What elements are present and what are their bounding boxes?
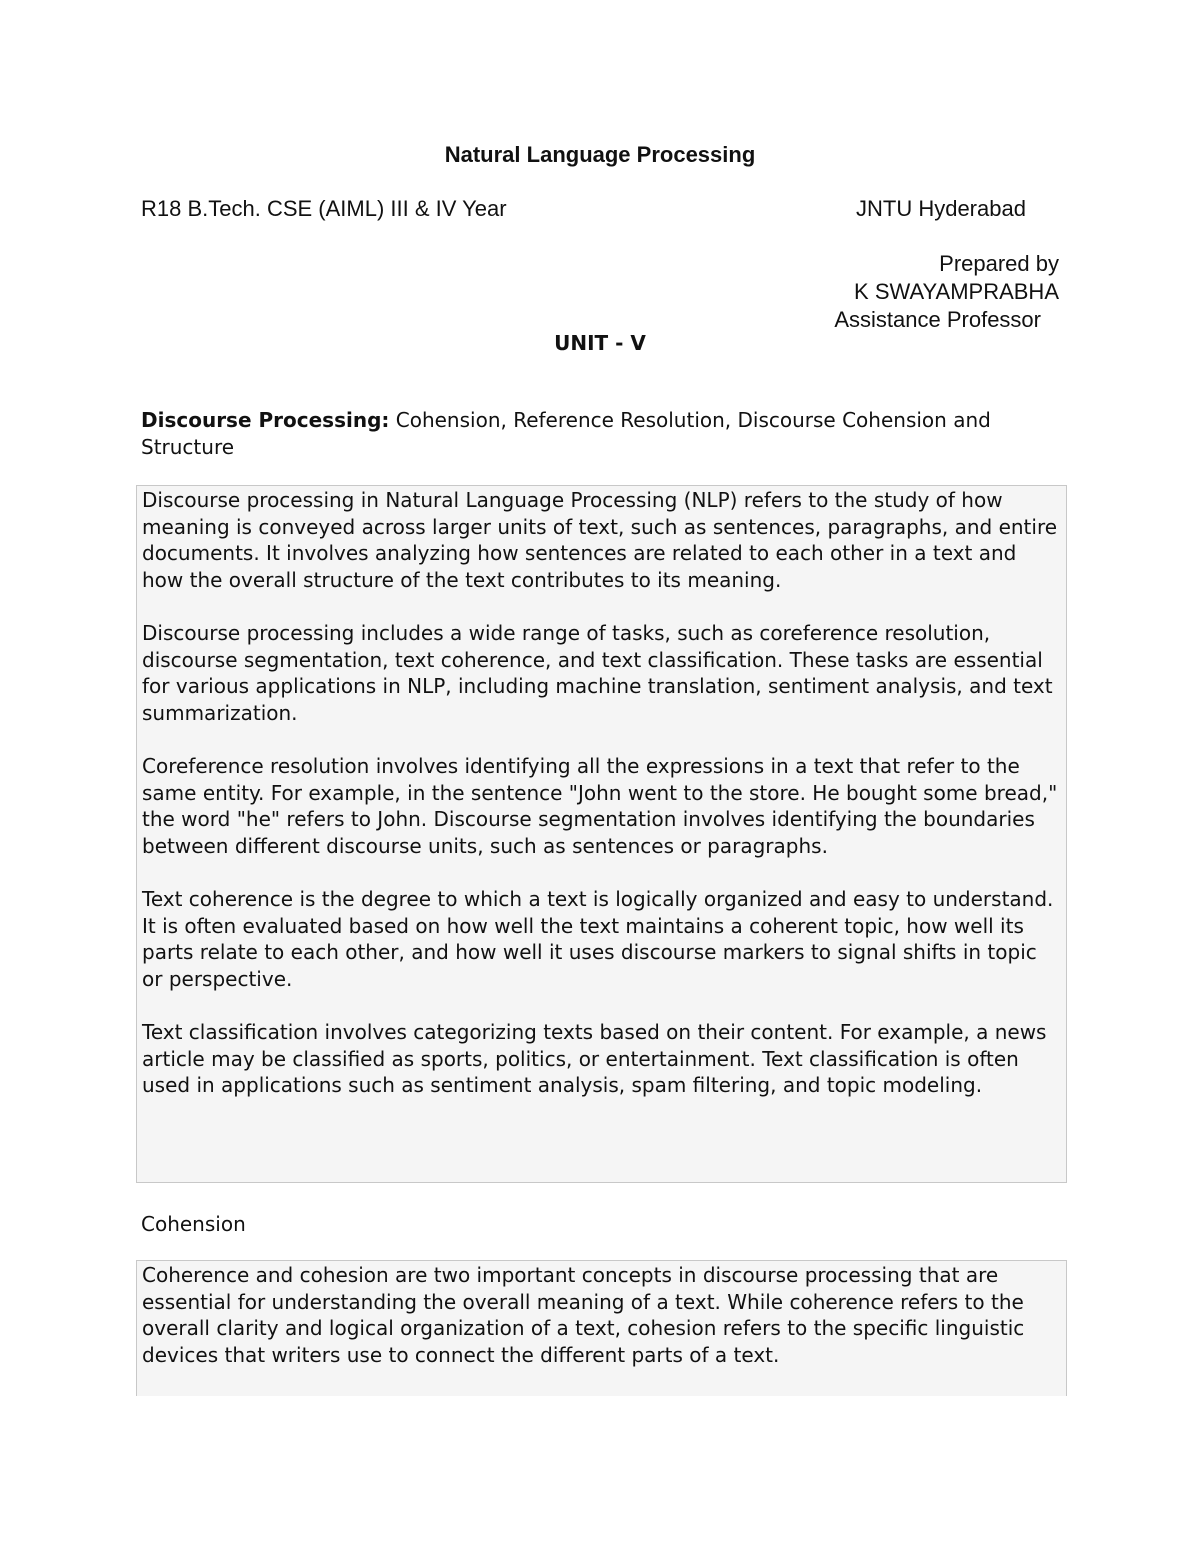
cohension-text-box (136, 1260, 1067, 1396)
university-name: JNTU Hyderabad (856, 196, 1026, 221)
intro-paragraph: Discourse processing in Natural Language Processing (NLP) refers to the study of how meaning is conveyed across larger units of text, such as sentences, paragraphs, and entire documents. It involves analyzing how sentences are related to each other in a text and how the overall structure of the text contributes to its meaning. (142, 488, 1058, 592)
author-designation: Assistance Professor (834, 307, 1041, 332)
topics-list: Cohension, Reference Resolution, Discourse Cohension and Structure (141, 408, 991, 459)
unit-heading: UNIT - V (554, 331, 646, 355)
intro-paragraph: Discourse processing includes a wide range of tasks, such as coreference resolution, discourse segmentation, text coherence, and text classification. These tasks are essential for various applications in NLP, including machine translation, sentiment analysis, and text summarization. (142, 621, 1053, 725)
cohension-paragraph: Coherence and cohesion are two important concepts in discourse processing that are essential for understanding the overall meaning of a text. While coherence refers to the overall clarity and logical organization of a text, cohesion refers to the specific linguistic devices that writers use to connect the different parts of a text. (142, 1263, 1025, 1367)
prepared-by-label: Prepared by (939, 251, 1059, 276)
intro-paragraph: Text classification involves categorizing texts based on their content. For example, a news article may be classified as sports, politics, or entertainment. Text classification is often used in applications such as sentiment analysis, spam filtering, and topic modeling. (142, 1020, 1047, 1097)
course-info: R18 B.Tech. CSE (AIML) III & IV Year (141, 196, 507, 221)
author-name: K SWAYAMPRABHA (854, 279, 1059, 304)
prepared-by-block (834, 250, 1059, 334)
cohension-heading: Cohension (141, 1212, 246, 1236)
unit-topics (141, 407, 1041, 461)
intro-paragraph: Text coherence is the degree to which a text is logically organized and easy to understand. It is often evaluated based on how well the text maintains a coherent topic, how well its parts relate to each other, and how well it uses discourse markers to signal shifts in topic or perspective. (142, 887, 1054, 991)
intro-text-box (136, 485, 1067, 1183)
document-title: Natural Language Processing (444, 142, 756, 167)
intro-paragraph: Coreference resolution involves identifying all the expressions in a text that refer to the same entity. For example, in the sentence "John went to the store. He bought some bread," the word "he" refers to John. Discourse segmentation involves identifying the boundaries between different discourse units, such as sentences or paragraphs. (142, 754, 1058, 858)
topics-lead: Discourse Processing: (141, 408, 390, 432)
